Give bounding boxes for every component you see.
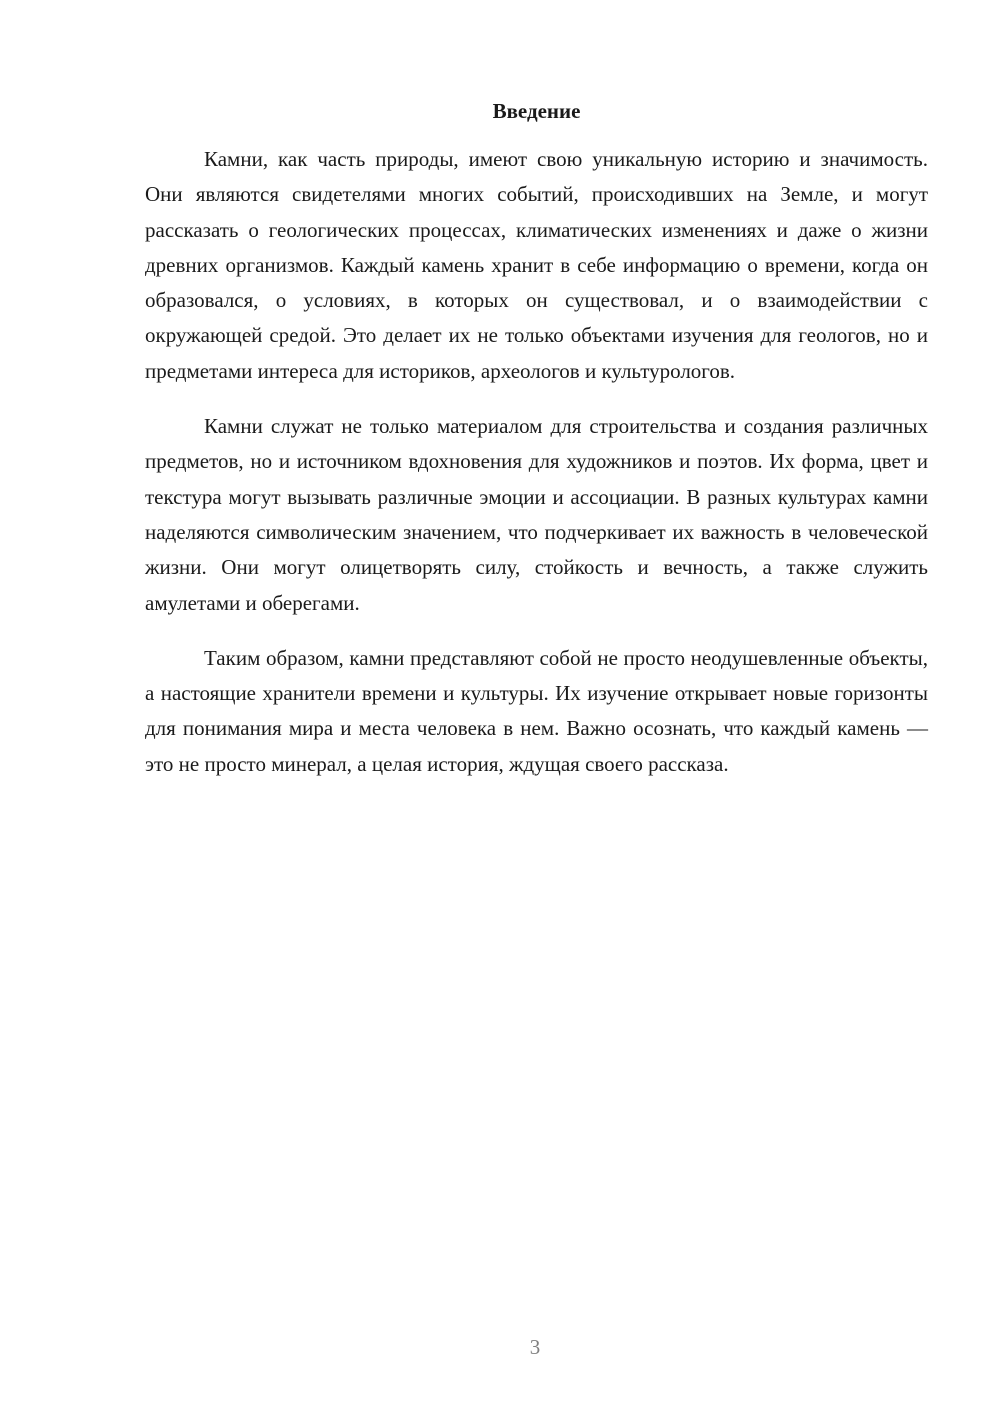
section-heading: Введение [492,99,581,123]
page-number: 3 [529,1335,541,1359]
paragraph-3: Таким образом, камни представляют собой не просто неодушевленные объекты, а настоящие хранители времени и культуры. Их изучение открывает новые горизонты для понимания мира и места человека в нем. Важно осознать, что каждый камень — это не просто минерал, а целая история, ждущая своего рассказа. [145,645,928,776]
paragraph-1: Камни, как часть природы, имеют свою уникальную историю и значимость. Они являются свидетелями многих событий, происходивших на Земле, и могут рассказать о геологических процессах, климатических изменениях и даже о жизни древних организмов. Каждый камень хранит в себе информацию о времени, когда он образовался, о условиях, в которых он существовал, и о взаимодействии с окружающей средой. Это делает их не только объектами изучения для геологов, но и предметами интереса для историков, археологов и культурологов. [145,147,928,383]
body-text [145,142,928,802]
paragraph-2: Камни служат не только материалом для строительства и создания различных предметов, но и источником вдохновения для художников и поэтов. Их форма, цвет и текстура могут вызывать различные эмоции и ассоциации. В разных культурах камни наделяются символическим значением, что подчеркивает их важность в человеческой жизни. Они могут олицетворять силу, стойкость и вечность, а также служить амулетами и оберегами. [145,414,928,615]
